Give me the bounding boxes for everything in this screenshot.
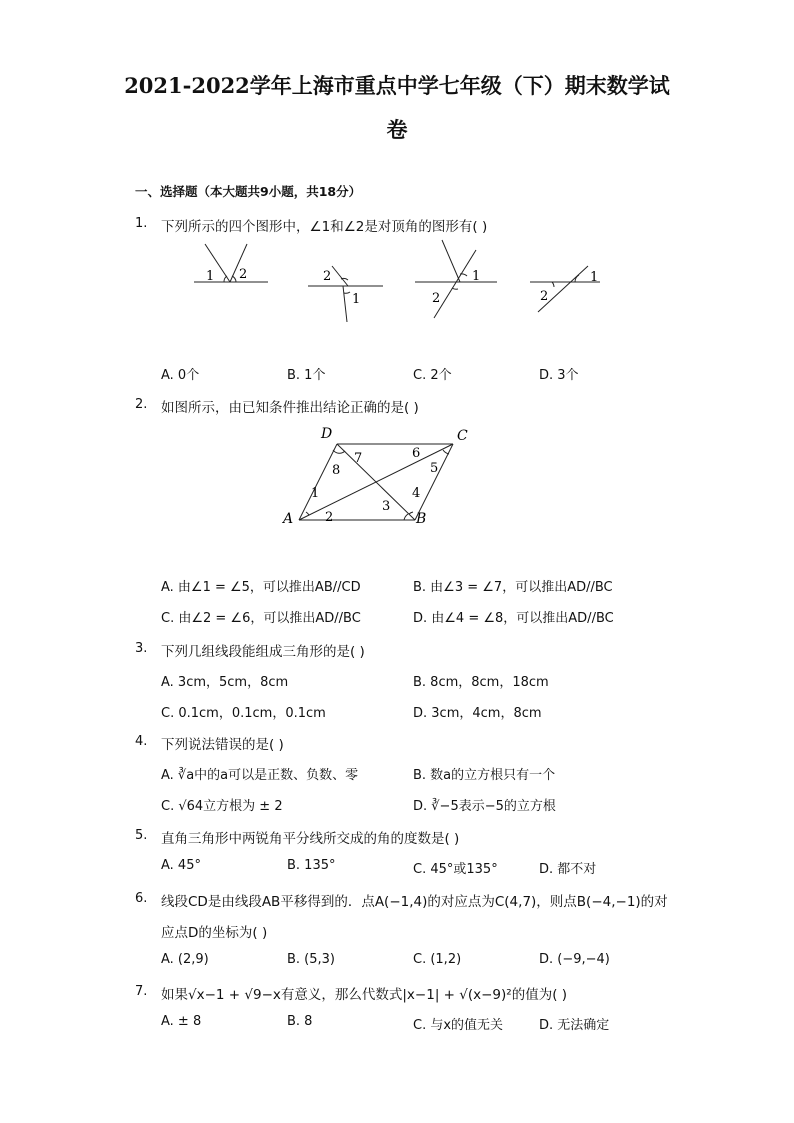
question-7-option-a: A. ± 8 [161,1014,202,1029]
q2-label-7: 7 [354,451,363,466]
question-3-option-a: A. 3cm，5cm，8cm [161,675,289,690]
question-7-option-d: D. 无法确定 [539,1018,610,1033]
question-3-option-c: C. 0.1cm，0.1cm，0.1cm [161,706,326,721]
question-2-option-a: A. 由∠1 = ∠5，可以推出AB//CD [161,580,361,595]
question-3-number: 3. [135,641,148,656]
q1b-label-1: 1 [352,292,361,307]
q1a-label-1: 1 [206,269,215,284]
question-5-option-b: B. 135° [287,858,336,873]
question-7-text: 如果√x−1 + √9−x有意义，那么代数式|x−1| + √(x−9)²的值为( ) [161,987,568,1003]
q2-label-5: 5 [430,461,439,476]
question-5-option-c: C. 45°或135° [413,862,498,877]
q1c-label-1: 1 [472,269,481,284]
question-2-text: 如图所示，由已知条件推出结论正确的是( ) [161,400,419,416]
q1-figure-d [530,266,600,312]
q1-figure-b [308,266,383,322]
section-header: 一、选择题（本大题共9小题，共18分） [135,184,362,199]
question-5-option-a: A. 45° [161,858,201,873]
question-5-option-d: D. 都不对 [539,862,597,877]
question-1-text: 下列所示的四个图形中，∠1和∠2是对顶角的图形有( ) [161,219,488,235]
q2-label-A: A [283,511,294,527]
question-7-option-c: C. 与x的值无关 [413,1018,504,1033]
question-6-number: 6. [135,891,148,906]
q2-label-4: 4 [412,486,421,501]
question-6-option-b: B. (5,3) [287,952,336,967]
q2-label-3: 3 [382,499,391,514]
q1a-label-2: 2 [239,267,248,282]
question-4-option-d: D. ∛−5表示−5的立方根 [413,799,556,814]
question-3-text: 下列几组线段能组成三角形的是( ) [161,644,365,660]
question-1-figures [180,236,620,336]
question-3-option-d: D. 3cm，4cm，8cm [413,706,542,721]
question-1-option-a: A. 0个 [161,368,200,383]
question-6-option-a: A. (2,9) [161,952,209,967]
question-6-option-d: D. (−9,−4) [539,952,610,967]
question-3-option-b: B. 8cm，8cm，18cm [413,675,549,690]
question-1-option-d: D. 3个 [539,368,579,383]
q2-label-2: 2 [325,510,334,525]
question-4-option-b: B. 数a的立方根只有一个 [413,768,556,783]
q1d-label-2: 2 [540,289,549,304]
question-6-option-c: C. (1,2) [413,952,462,967]
paper-title-line2: 卷 [386,117,408,142]
question-4-option-a: A. ∛a中的a可以是正数、负数、零 [161,768,359,783]
q2-label-1: 1 [311,486,320,501]
q1d-label-1: 1 [590,270,599,285]
question-1-option-c: C. 2个 [413,368,452,383]
q1-figure-c [415,240,497,318]
question-4-number: 4. [135,734,148,749]
question-2-number: 2. [135,397,148,412]
question-4-option-c: C. √64立方根为 ± 2 [161,799,283,814]
question-2-option-d: D. 由∠4 = ∠8，可以推出AD//BC [413,611,614,626]
q1c-label-2: 2 [432,291,441,306]
q2-label-6: 6 [412,446,421,461]
q2-label-D: D [321,426,333,442]
q1-figure-a [194,244,268,284]
q2-label-C: C [457,428,468,444]
question-1-number: 1. [135,216,148,231]
q2-label-B: B [416,511,427,527]
question-7-number: 7. [135,984,148,999]
question-5-number: 5. [135,828,148,843]
question-4-text: 下列说法错误的是( ) [161,737,284,753]
q1b-label-2: 2 [323,269,332,284]
paper-title-line1: 2021-2022学年上海市重点中学七年级（下）期末数学试 [124,73,670,98]
question-2-figure [275,420,475,530]
question-1-option-b: B. 1个 [287,368,326,383]
q2-label-8: 8 [332,463,341,478]
question-2-option-b: B. 由∠3 = ∠7，可以推出AD//BC [413,580,613,595]
question-6-text-line2: 应点D的坐标为( ) [161,925,268,941]
question-5-text: 直角三角形中两锐角平分线所交成的角的度数是( ) [161,831,460,847]
question-7-option-b: B. 8 [287,1014,313,1029]
question-6-text: 线段CD是由线段AB平移得到的．点A(−1,4)的对应点为C(4,7)，则点B(−4,−1)的对 [161,894,668,910]
question-2-option-c: C. 由∠2 = ∠6，可以推出AD//BC [161,611,361,626]
